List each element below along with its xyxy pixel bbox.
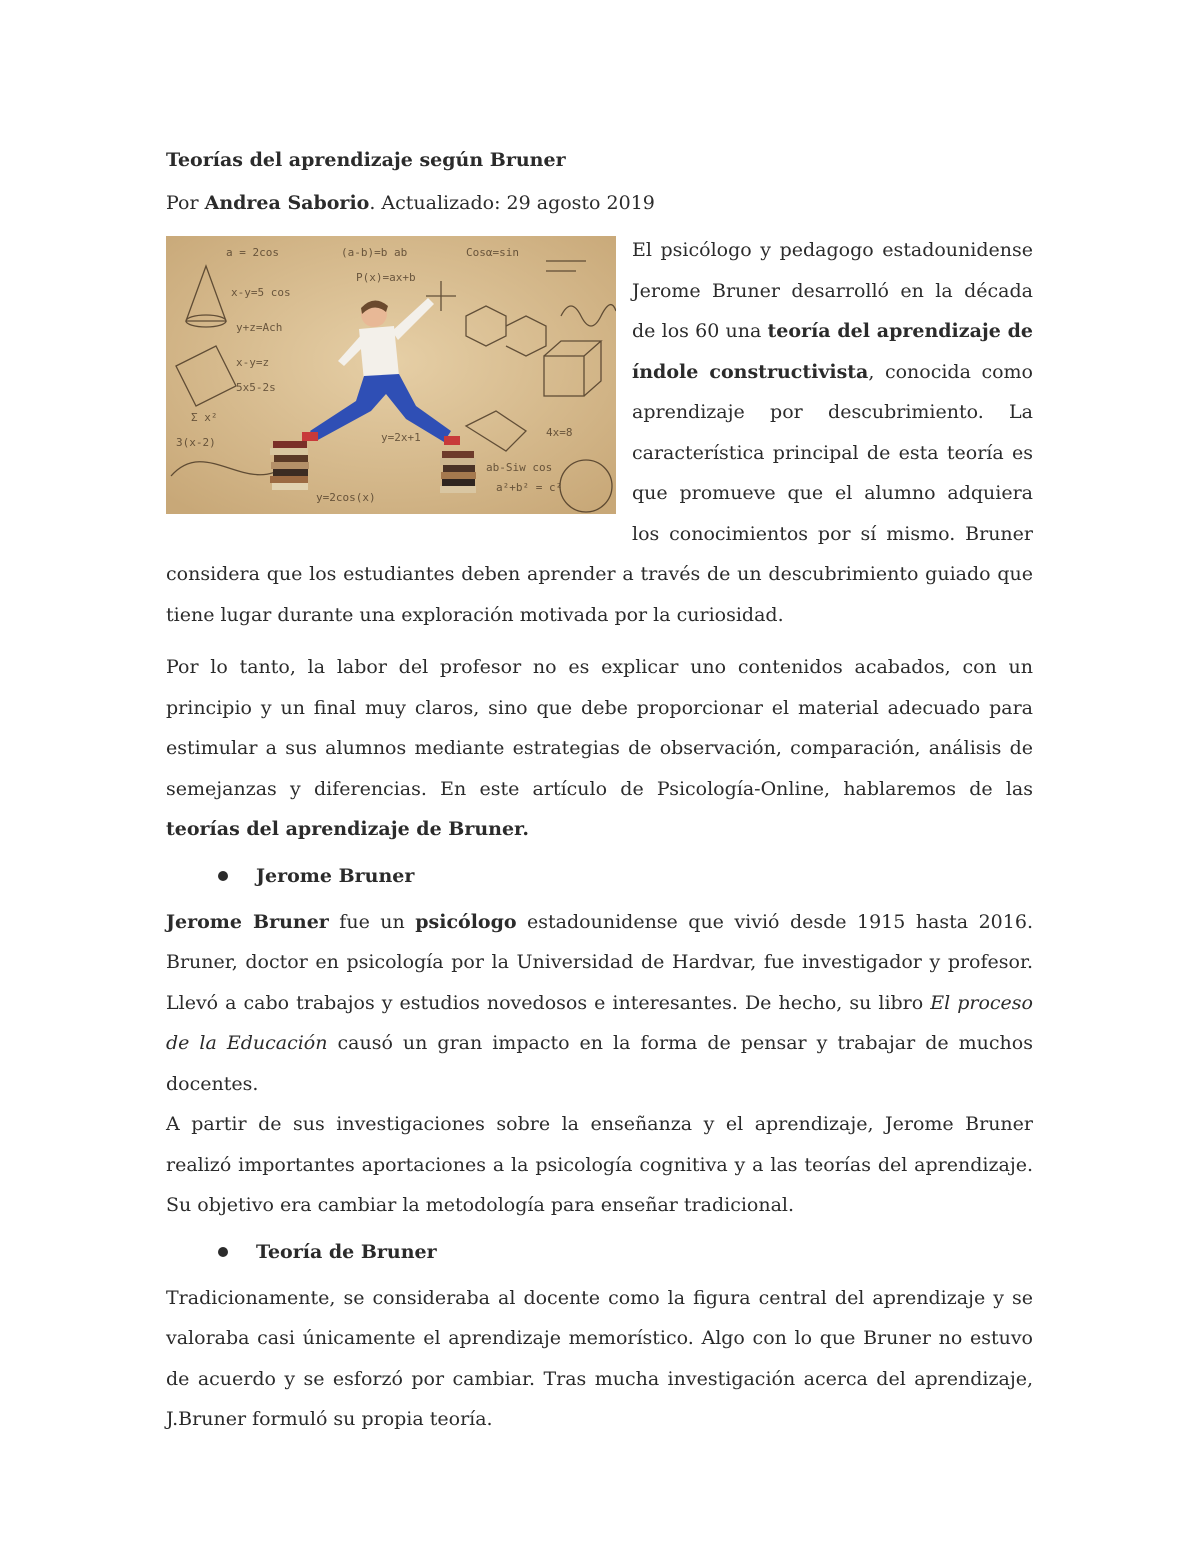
svg-text:4x=8: 4x=8 — [546, 426, 573, 439]
intro-text-1: El psicólogo y pedagogo estadounidense Jerome Bruner desarrolló en la década de los 60 una — [632, 239, 1033, 342]
svg-text:5x5-2s: 5x5-2s — [236, 381, 276, 394]
s1-bold-1: Jerome Bruner — [166, 910, 329, 933]
boy-jumping-books-illustration — [166, 236, 616, 514]
svg-text:x-y=5 cos: x-y=5 cos — [231, 286, 291, 299]
article-title: Teorías del aprendizaje según Bruner — [166, 149, 566, 171]
para2-text: Por lo tanto, la labor del profesor no es explicar uno contenidos acabados, con un principio y un final muy claros, sino que debe proporcionar el material adecuado para estimular a sus alumnos mediante estrategias de observación, comparación, análisis de semejanzas y diferencias. En este artículo de Psicología-Online, hablaremos de las — [166, 656, 1033, 800]
s1-text-1: fue un — [328, 910, 416, 933]
section-heading-text: Teoría de Bruner — [256, 1240, 437, 1263]
byline-prefix: Por — [166, 192, 205, 214]
svg-text:y=2x+1: y=2x+1 — [381, 431, 421, 444]
svg-text:y=2cos(x): y=2cos(x) — [316, 491, 376, 504]
svg-text:(a-b)=b ab: (a-b)=b ab — [341, 246, 408, 259]
intro-text-2: , conocida como aprendizaje por descubrimiento. La característica principal de esta teoría es que promueve que el alumno adquiera los conocimientos por sí mismo. Bruner considera que los estudiantes deben aprender a través de un descubrimiento guiado que tiene lugar durante una exploración motivada por la curiosidad. — [166, 360, 1033, 626]
section-heading-text: Jerome Bruner — [256, 864, 415, 887]
author-name: Andrea Saborio — [204, 192, 370, 214]
section-heading-jerome-bruner — [166, 856, 1033, 896]
byline — [166, 180, 1033, 226]
byline-date: . Actualizado: 29 agosto 2019 — [369, 192, 655, 214]
svg-text:Σ x²: Σ x² — [191, 411, 218, 424]
svg-text:a²+b² = c²: a²+b² = c² — [496, 481, 563, 494]
svg-text:x-y=z: x-y=z — [236, 356, 270, 369]
article-body — [166, 140, 1033, 1440]
s1-book-title: El proceso de la Educación — [166, 991, 1033, 1054]
section2-paragraph-1: Tradicionamente, se consideraba al docente como la figura central del aprendizaje y se valoraba casi únicamente el aprendizaje memorístico. Algo con lo que Bruner no estuvo de acuerdo y se esforzó por cambiar. Tras mucha investigación acerca del aprendizaje, J.Bruner formuló su propia teoría. — [166, 1286, 1033, 1430]
svg-text:Cosα=sin: Cosα=sin — [466, 246, 519, 259]
section1-paragraph-2: A partir de sus investigaciones sobre la enseñanza y el aprendizaje, Jerome Bruner realizó importantes aportaciones a la psicología cognitiva y a las teorías del aprendizaje. Su objetivo era cambiar la metodología para enseñar tradicional. — [166, 1113, 1033, 1216]
svg-text:3(x-2): 3(x-2) — [176, 436, 216, 449]
svg-text:ab-Siw cos: ab-Siw cos — [486, 461, 553, 474]
para2-bold: teorías del aprendizaje de Bruner. — [166, 818, 529, 840]
s1-text-3: causó un gran impacto en la forma de pensar y trabajar de muchos docentes. — [166, 1032, 1033, 1095]
section1-paragraph-1 — [166, 902, 1033, 1105]
article-photo — [166, 236, 616, 514]
paragraph-2 — [166, 647, 1033, 850]
bullet-icon — [218, 1247, 228, 1257]
svg-text:P(x)=ax+b: P(x)=ax+b — [356, 271, 416, 284]
svg-text:y+z=Ach: y+z=Ach — [236, 321, 283, 334]
section-heading-teoria-de-bruner — [166, 1232, 1033, 1272]
intro-paragraph — [166, 230, 1033, 635]
s1-bold-2: psicólogo — [415, 910, 517, 933]
intro-bold: teoría del aprendizaje de índole constructivista — [632, 320, 1033, 383]
bullet-icon — [218, 871, 228, 881]
svg-text:a = 2cos: a = 2cos — [226, 246, 279, 259]
s1-text-2: estadounidense que vivió desde 1915 hasta 2016. Bruner, doctor en psicología por la Universidad de Hardvar, fue investigador y profesor. Llevó a cabo trabajos y estudios novedosos e interesantes. De hecho, su libro — [166, 910, 1033, 1014]
